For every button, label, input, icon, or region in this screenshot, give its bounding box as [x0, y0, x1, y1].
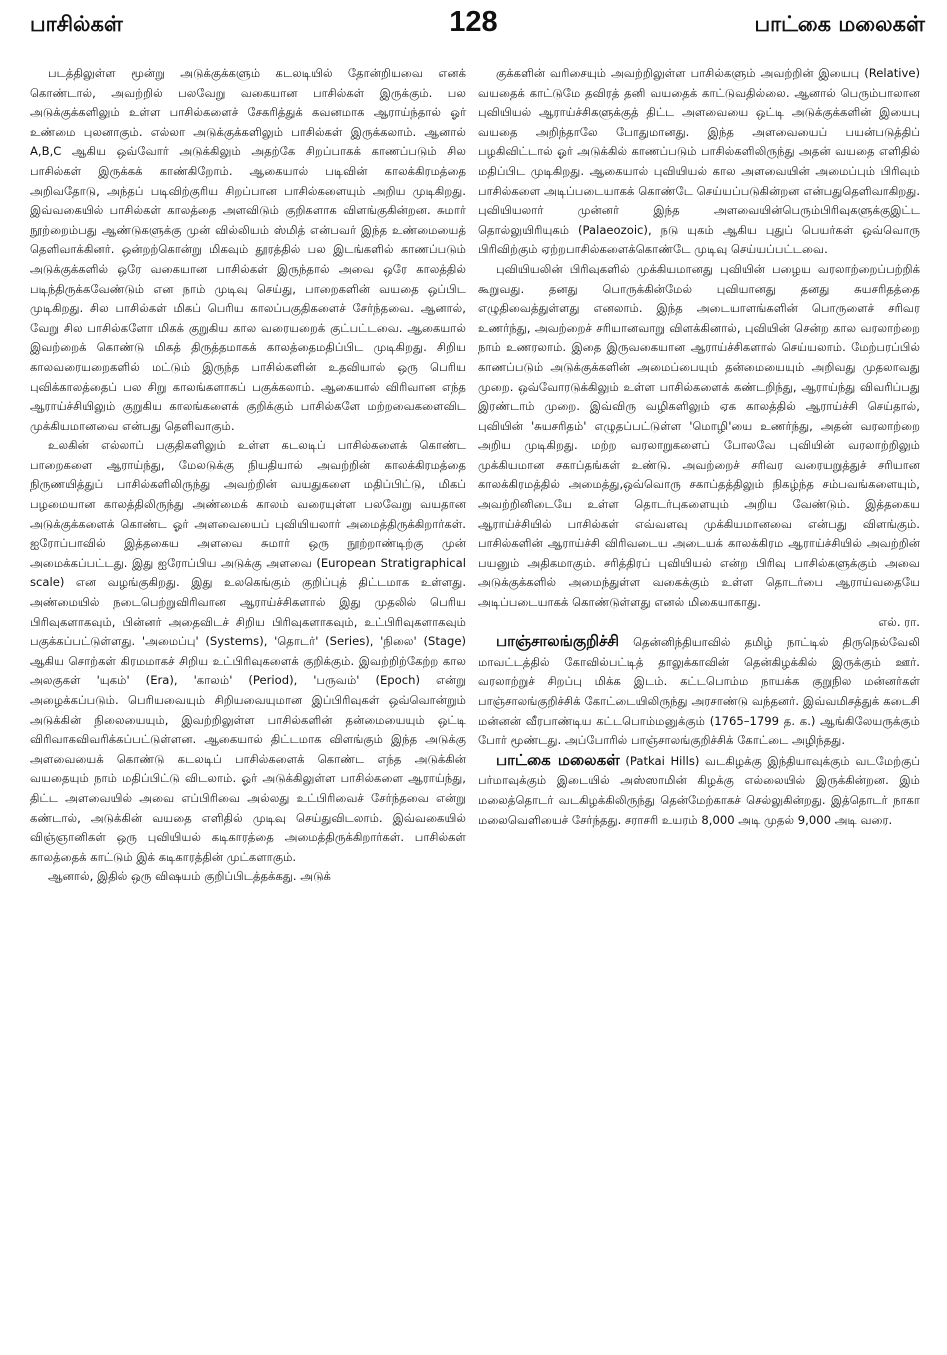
paragraph: புவியியலின் பிரிவுகளில் முக்கியமானது புவியின் பழைய வரலாற்றைப்பற்றிக் கூறுவது. தனது பொருக்கின்மேல் புவியானது தனது சுயசரிதத்தை எழுதிவைத்துள்ளது எனலாம். இந்த அடையாளங்களின் பொருளைச் சரிவர உணர்ந்து, அவற்றைச் சரியானவாறு விளக்கினால், புவியின் சென்ற கால வரலாற்றை நாம் உணரலாம். இதை இருவகையான ஆராய்ச்சிகளால் செய்யலாம். மேற்பரப்பில் காணப்படும் அடுக்குக்களின் அமைப்பையும் தன்மையையும் அறிவது முதலாவது முறை. ஒவ்வோரடுக்கிலும் உள்ள பாசில்களைக் கண்டறிந்து, ஆராய்ந்து விவரிப்பது இரண்டாம் முறை. இவ்விரு வழிகளிலும் ஏக காலத்தில் ஆராய்ச்சி செய்தால், புவியின் 'சுயசரிதம்' எழுதப்பட்டுள்ள 'மொழி'யை உணர்ந்து, அதன் வரலாற்றை அறிய முடிகிறது. மற்ற வரலாறுகளைப் போலவே புவியின் வரலாற்றிலும் முக்கியமான சகாப்தங்கள் உண்டு. அவற்றைச் சரிவர வரையறுத்துச் சரியான காலக்கிரமத்தில் அமைத்து,ஒவ்வொரு சகாப்தத்திலும் நிகழ்ந்த சம்பவங்களையும், அவற்றினிடையே உள்ள தொடர்புகளையும் அறிய வேண்டும். இத்தகைய ஆராய்ச்சியில் பாசில்கள் எவ்வளவு முக்கியமானவை என்பது விளங்கும். பாசில்களின் ஆராய்ச்சி விரிவடைய அடையக் காலக்கிரம ஆராய்ச்சியில் அவற்றின் பயனும் அதிகமாகும். சரித்திரப் புவியியல் என்ற பிரிவு பாசில்களுக்கும் அவை அடுக்குக்களில் அமைந்துள்ள வகைக்கும் உள்ள தொடர்பை ஆராய்வதையே அடிப்படையாகக் கொண்டுள்ளது எனல் மிகையாகாது. [478, 261, 920, 610]
page-header [0, 0, 947, 50]
entry-title: பாஞ்சாலங்குறிச்சி [496, 632, 620, 651]
author-signature: எல். ரா. [878, 614, 920, 629]
page-number: 128 [449, 6, 498, 38]
paragraph: படத்திலுள்ள மூன்று அடுக்குக்களும் கடலடியில் தோன்றியவை எனக் கொண்டால், அவற்றில் பலவேறு வகையான பாசில்கள் இருக்கும். பல அடுக்குக்களிலும் உள்ள பாசில்களைச் சேகரித்துக் கவனமாக ஆராய்ந்தால் ஓர் உண்மை புலனாகும். எல்லா அடுக்குக்களிலும் பாசில்கள் இருக்கலாம். ஆனால் A,B,C ஆகிய ஒவ்வோர் அடுக்கிலும் அதற்கே சிறப்பாகக் காணப்படும் சில பாசில்கள் இருக்கக் காண்கிறோம். ஆகையால் படிவின் காலக்கிரமத்தை அறிவதோடு, அந்தப் படிவிற்குரிய சிறப்பான பாசில்களையும் அறிய முடிகிறது. இவ்வகையில் பாசில்கள் காலத்தை அளவிடும் குறிகளாக விளங்குகின்றன. சுமார் நூற்றைம்பது ஆண்டுகளுக்கு முன் வில்லியம் ஸ்மித் என்பவர் இந்த உண்மையைத் தெளிவாக்கினர். ஒன்றற்கொன்று மிகவும் தூரத்தில் பல இடங்களில் காணப்படும் அடுக்குக்களில் ஒரே வகையான பாசில்கள் இருந்தால் அவை ஒரே காலத்தில் படிந்திருக்கவேண்டும் என நாம் முடிவு செய்து, பாறைகளின் வயதை ஒப்பிட முடிகிறது. சில பாசில்கள் மிகப் பெரிய காலப்பகுதிகளைச் சேர்ந்தவை. ஆனால், வேறு சில பாசில்களோ மிகக் குறுகிய கால வரையறைக் குட்பட்டவை. ஆகையால் இவற்றைக் கொண்டு மிகத் திருத்தமாகக் காலத்தைமதிப்பிட முடிகிறது. சிறிய காலவரையறைகளில் மட்டும் இருந்த பாசில்களின் உதவியால் ஒரு பெரிய புவிக்காலத்தைப் பல சிறு காலங்களாகப் பகுக்கலாம். ஆகையால் விரிவான எந்த ஆராய்ச்சியிலும் குறுகிய காலங்களைக் குறிக்கும் பாசில்களே மற்றவைகளைவிட முக்கியமானவை என்பது தெளிவாகும். [30, 66, 466, 433]
paragraph: உலகின் எல்லாப் பகுதிகளிலும் உள்ள கடலடிப் பாசில்களைக் கொண்ட பாறைகளை ஆராய்ந்து, மேலடுக்கு நியதியால் அவற்றின் காலக்கிரமத்தை நிருணயித்துப் பாசில்களிலிருந்து அவற்றின் வயதுகளை மதிப்பிட்டு, மிகப் பழமையான காலத்திலிருந்து அண்மைக் காலம் வரையுள்ள பலவேறு வயதான அடுக்குக்களைக் கொண்ட ஓர் அளவையைப் புவியியலார் அமைத்திருக்கிறார்கள். ஐரோப்பாவில் இத்தகைய அளவை சுமார் ஒரு நூற்றாண்டிற்கு முன் அமைக்கப்பட்டது. இது ஐரோப்பிய அடுக்கு அளவை (European Stratigraphical scale) என வழங்குகிறது. இது உலகெங்கும் குறிப்புத் திட்டமாக உள்ளது. அண்மையில் நடைபெற்றுவிரிவான ஆராய்ச்சிகளால் இது முதலில் பெரிய பிரிவுகளாகவும், பின்னர் அதைவிடச் சிறிய பிரிவுகளாகவும், உட்பிரிவுகளாகவும் பகுக்கப்பட்டுள்ளது. 'அமைப்பு' (Systems), 'தொடர்' (Series), 'நிலை' (Stage) ஆகிய சொற்கள் கிரமமாகச் சிறிய உட்பிரிவுகளைக் குறிக்கும். இவற்றிற்கேற்ற கால அலகுகள் 'யுகம்' (Era), 'காலம்' (Period), 'பருவம்' (Epoch) என்று அழைக்கப்படும். பெரியவையும் சிறியவையுமான இப்பிரிவுகள் ஒவ்வொன்றும் அடுக்கின் நிலையையும், இவற்றிலுள்ள பாசில்களின் தன்மையையும் ஒட்டி விரிவாகவிவரிக்கப்பட்டுள்ளன. ஆகையால் திட்டமாக விளங்கும் இந்த அடுக்கு அளவையைக் கொண்டு கடலடிப் பாசில்களைக் கொண்ட எந்த அடுக்கின் வயதையும் நாம் மதிப்பிட்டு விடலாம். ஓர் அடுக்கிலுள்ள பாசில்களை ஆராய்ந்து, திட்ட அளவையில் அவை எப்பிரிவை அல்லது உட்பிரிவைச் சேர்ந்தவை என்று கண்டால், அடுக்கின் வயதை எளிதில் முடிவு செய்துவிடலாம். இவ்வகையில் விஞ்ஞானிகள் ஒரு புவியியல் கடிகாரத்தை அமைத்திருக்கிறார்கள். பாசில்கள் காலத்தைக் காட்டும் இக் கடிகாரத்தின் முட்களாகும். [30, 438, 466, 864]
entry-panchalankurichi [478, 632, 920, 751]
running-head-left: பாசில்கள் [30, 12, 123, 36]
left-column [30, 64, 466, 1350]
paragraph: ஆனால், இதில் ஒரு விஷயம் குறிப்பிடத்தக்கது. அடுக் [48, 869, 331, 884]
entry-patkai-hills [478, 751, 920, 830]
entry-text: தென்னிந்தியாவில் தமிழ் நாட்டில் திருநெல்வேலி மாவட்டத்தில் கோவில்பட்டித் தாலுக்காவின் தென்கிழக்கில் இருக்கும் ஊர். வரலாற்றுச் சிறப்பு மிக்க இடம். கட்டபொம்ம நாயக்க குறுநில மன்னர்கள் பாஞ்சாலங்குறிச்சிக் கோட்டையிலிருந்து அரசாண்டு வந்தனர். இவ்வமிசத்துக் கடைசி மன்னன் வீரபாண்டிய கட்டபொம்மனுக்கும் (1765–1799 த. க.) ஆங்கிலேயருக்கும் போர் மூண்டது. அப்போரில் பாஞ்சாலங்குறிச்சிக் கோட்டை அழிந்தது. [478, 635, 920, 748]
right-column [478, 64, 920, 1350]
entry-title: பாட்கை மலைகள் [496, 750, 620, 769]
running-head-right: பாட்கை மலைகள் [754, 12, 925, 36]
paragraph: குக்களின் வரிசையும் அவற்றிலுள்ள பாசில்களும் அவற்றின் இயைபு (Relative) வயதைக் காட்டுமே தவிரத் தனி வயதைக் காட்டுவதில்லை. ஆனால் பெரும்பாலான புவியியல் ஆராய்ச்சிகளுக்குத் திட்ட அளவையை ஒட்டி அடுக்குக்களின் இயைபு வயதை அறிந்தாலே போதுமானது. இந்த அளவையைப் பயன்படுத்திப் பழகிவிட்டால் ஓர் அடுக்கில் காணப்படும் பாசில்களிலிருந்து அதன் வயதை எளிதில் மதிப்பிட முடிகிறது. ஆகையால் புவியியல் கால அளவையின் அமைப்பும் பிரிவும் பாசில்களை அடிப்படையாகக் கொண்டே செய்யப்படுகின்றன என்பதுதெளிவாகிறது. புவியியலார் முன்னர் இந்த அளவையின்பெரும்பிரிவுகளுக்குஇட்ட தொல்லுயிரியுகம் (Palaeozoic), நடு யுகம் ஆகிய புதுப் பெயர்கள் ஒவ்வொரு பிரிவிற்கும் ஏற்றபாசில்களைக்கொண்டே முடிவு செய்யப்பட்டவை. [478, 66, 920, 257]
entry-text: (Patkai Hills) வடகிழக்கு இந்தியாவுக்கும் வடமேற்குப் பர்மாவுக்கும் இடையில் அஸ்ஸாமின் கிழக்கு எல்லையில் இருக்கின்றன. இம் மலைத்தொடர் வடகிழக்கிலிருந்து தென்மேற்காகச் செல்லுகின்றது. இத்தொடர் நாகா மலைவெளியைச் சேர்ந்தது. சராசரி உயரம் 8,000 அடி முதல் 9,000 அடி வரை. [478, 753, 920, 827]
